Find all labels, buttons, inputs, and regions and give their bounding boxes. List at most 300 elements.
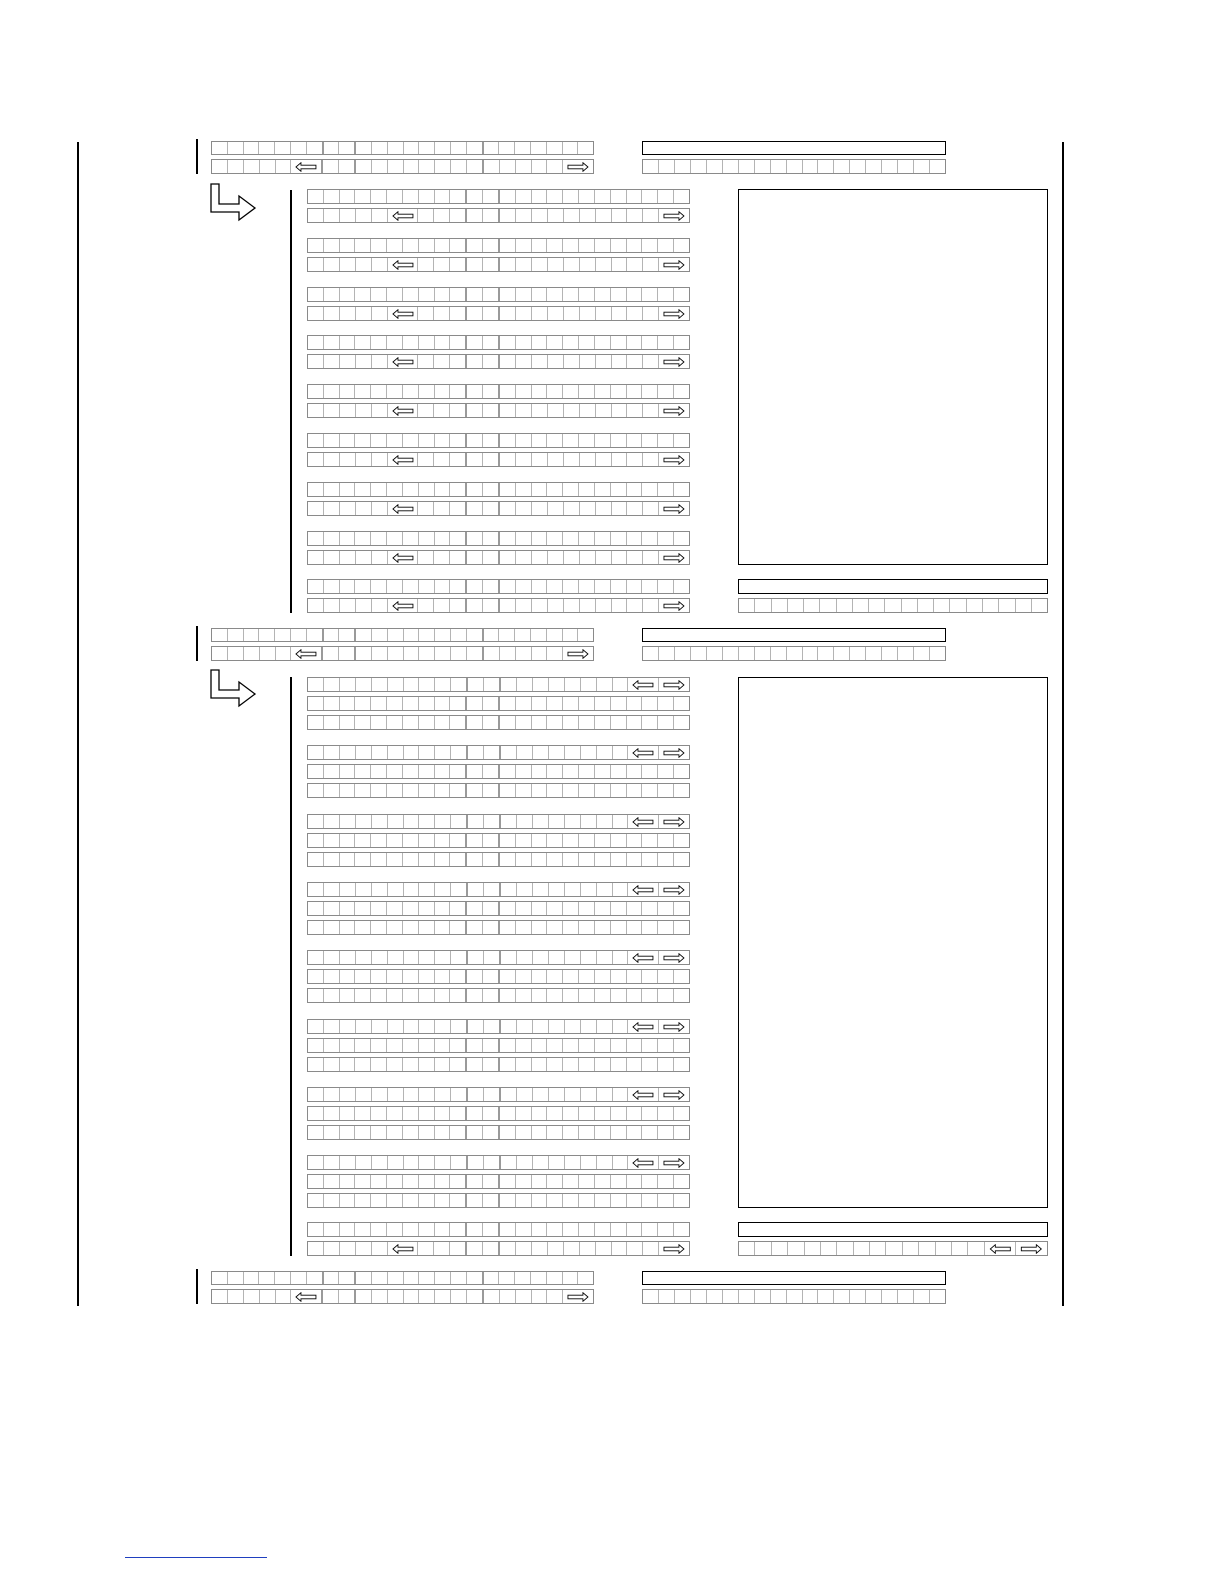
right-arrow-cell[interactable] [659,404,689,417]
digit-cell[interactable] [403,336,419,349]
digit-cell[interactable] [212,647,228,660]
digit-cell[interactable] [674,765,689,778]
digit-cell[interactable] [324,239,340,252]
digit-cell[interactable] [611,697,627,710]
digit-cell[interactable] [902,599,918,612]
digit-cell[interactable] [388,815,404,828]
digit-cell[interactable] [324,834,340,847]
digit-cell[interactable] [387,580,403,593]
digit-cell[interactable] [467,834,483,847]
digit-cell[interactable] [854,1242,870,1255]
digit-cell[interactable] [500,1058,516,1071]
digit-cell[interactable] [418,355,434,368]
digit-cell[interactable] [372,1290,388,1303]
digit-cell[interactable] [499,1272,515,1284]
digit-cell[interactable] [308,970,324,983]
digit-cell[interactable] [853,599,869,612]
digit-cell[interactable] [275,142,291,154]
digit-cell[interactable] [435,385,451,398]
digit-cell[interactable] [674,288,689,301]
digit-cell[interactable] [517,951,533,964]
digit-cell[interactable] [356,599,372,612]
digit-cell[interactable] [340,1223,356,1236]
digit-cell[interactable] [627,258,643,271]
digit-cell[interactable] [596,1242,612,1255]
digit-cell[interactable] [579,1175,595,1188]
digit-cell[interactable] [627,921,643,934]
digit-cell[interactable] [212,1272,228,1284]
digit-cell[interactable] [403,190,419,203]
digit-cell[interactable] [547,288,563,301]
digit-cell[interactable] [516,1194,532,1207]
digit-cell[interactable] [483,209,500,222]
digit-cell[interactable] [850,160,866,173]
digit-cell[interactable] [611,902,627,915]
digit-cell[interactable] [418,502,434,515]
digit-cell[interactable] [563,1126,579,1139]
digit-cell[interactable] [467,1242,483,1255]
digit-cell[interactable] [435,239,451,252]
digit-cell[interactable] [658,1039,674,1052]
digit-cell[interactable] [500,1194,516,1207]
digit-cell[interactable] [500,532,516,545]
digit-cell[interactable] [563,629,579,641]
digit-cell[interactable] [516,1223,532,1236]
digit-cell[interactable] [467,1175,483,1188]
digit-cell[interactable] [355,784,371,797]
digit-cell[interactable] [450,1107,467,1120]
digit-cell[interactable] [451,1272,467,1284]
digit-cell[interactable] [658,190,674,203]
digit-cell[interactable] [500,160,516,173]
digit-cell[interactable] [324,355,340,368]
digit-cell[interactable] [340,502,356,515]
digit-cell[interactable] [450,784,467,797]
digit-cell[interactable] [563,190,579,203]
digit-cell[interactable] [563,716,579,729]
digit-cell[interactable] [403,921,419,934]
digit-cell[interactable] [579,1039,595,1052]
right-arrow-cell[interactable] [659,746,689,759]
digit-cell[interactable] [627,697,643,710]
digit-cell[interactable] [517,1020,533,1033]
digit-cell[interactable] [627,385,643,398]
digit-cell[interactable] [451,629,467,641]
digit-cell[interactable] [387,697,403,710]
digit-cell[interactable] [658,1107,674,1120]
digit-cell[interactable] [371,288,387,301]
digit-cell[interactable] [419,1175,435,1188]
digit-cell[interactable] [404,629,420,641]
right-arrow-cell[interactable] [563,1290,593,1303]
digit-cell[interactable] [388,883,404,896]
digit-cell[interactable] [388,1088,404,1101]
digit-cell[interactable] [260,160,276,173]
digit-cell[interactable] [340,834,356,847]
digit-cell[interactable] [483,1194,500,1207]
digit-cell[interactable] [451,1156,468,1169]
digit-cell[interactable] [308,288,324,301]
digit-cell[interactable] [581,678,597,691]
digit-cell[interactable] [435,142,451,154]
section-1-row-top[interactable] [307,335,690,350]
digit-cell[interactable] [611,1194,627,1207]
digit-cell[interactable] [803,647,819,660]
digit-cell[interactable] [483,434,500,447]
digit-cell[interactable] [308,1156,324,1169]
digit-cell[interactable] [450,697,467,710]
digit-cell[interactable] [580,258,596,271]
digit-cell[interactable] [467,160,484,173]
digit-cell[interactable] [308,1126,324,1139]
digit-cell[interactable] [547,716,563,729]
digit-cell[interactable] [484,746,501,759]
digit-cell[interactable] [324,815,340,828]
digit-cell[interactable] [404,815,420,828]
digit-cell[interactable] [356,355,372,368]
digit-cell[interactable] [356,209,372,222]
digit-cell[interactable] [467,190,483,203]
digit-cell[interactable] [450,970,467,983]
right-arrow-cell[interactable] [659,599,689,612]
digit-cell[interactable] [451,1020,468,1033]
digit-cell[interactable] [418,307,434,320]
section-2-row-bottom[interactable] [307,988,690,1003]
digit-cell[interactable] [434,209,450,222]
digit-cell[interactable] [291,1272,307,1284]
digit-cell[interactable] [658,970,674,983]
digit-cell[interactable] [467,1058,483,1071]
digit-cell[interactable] [597,883,613,896]
digit-cell[interactable] [467,1272,484,1284]
digit-cell[interactable] [484,160,500,173]
digit-cell[interactable] [435,678,451,691]
digit-cell[interactable] [372,307,388,320]
digit-cell[interactable] [898,647,914,660]
digit-cell[interactable] [611,1175,627,1188]
digit-cell[interactable] [532,307,548,320]
digit-cell[interactable] [612,551,628,564]
digit-cell[interactable] [707,1290,723,1303]
right-arrow-cell[interactable] [659,883,689,896]
digit-cell[interactable] [418,209,434,222]
digit-cell[interactable] [563,483,579,496]
digit-cell[interactable] [324,404,340,417]
digit-cell[interactable] [549,815,565,828]
digit-cell[interactable] [642,532,658,545]
digit-cell[interactable] [548,551,564,564]
digit-cell[interactable] [563,1194,579,1207]
digit-cell[interactable] [501,1156,517,1169]
digit-cell[interactable] [532,1194,548,1207]
digit-cell[interactable] [532,647,548,660]
digit-cell[interactable] [612,599,628,612]
digit-cell[interactable] [516,765,532,778]
digit-cell[interactable] [547,629,563,641]
digit-cell[interactable] [595,970,611,983]
digit-cell[interactable] [597,815,613,828]
digit-cell[interactable] [642,921,658,934]
digit-cell[interactable] [516,551,532,564]
digit-cell[interactable] [579,1194,595,1207]
digit-cell[interactable] [658,1194,674,1207]
digit-cell[interactable] [578,1272,593,1284]
digit-cell[interactable] [434,307,450,320]
digit-cell[interactable] [516,647,532,660]
digit-cell[interactable] [627,239,643,252]
digit-cell[interactable] [755,1290,771,1303]
digit-cell[interactable] [356,678,372,691]
digit-cell[interactable] [324,190,340,203]
digit-cell[interactable] [952,1242,968,1255]
digit-cell[interactable] [324,599,340,612]
digit-cell[interactable] [658,288,674,301]
digit-cell[interactable] [564,551,580,564]
digit-cell[interactable] [435,1272,451,1284]
digit-cell[interactable] [355,239,371,252]
digit-cell[interactable] [308,1223,324,1236]
digit-cell[interactable] [532,258,548,271]
digit-cell[interactable] [532,1126,548,1139]
digit-cell[interactable] [563,970,579,983]
digit-cell[interactable] [435,951,451,964]
digit-cell[interactable] [356,1242,372,1255]
left-arrow-cell[interactable] [291,1290,323,1303]
digit-cell[interactable] [467,1126,483,1139]
digit-cell[interactable] [516,336,532,349]
digit-cell[interactable] [898,160,914,173]
digit-cell[interactable] [771,1290,787,1303]
digit-cell[interactable] [435,1175,451,1188]
digit-cell[interactable] [595,1223,611,1236]
digit-cell[interactable] [308,1194,324,1207]
digit-cell[interactable] [501,815,517,828]
digit-cell[interactable] [547,834,563,847]
left-arrow-cell[interactable] [388,551,419,564]
section-1-row-top[interactable] [307,189,690,204]
digit-cell[interactable] [674,921,689,934]
digit-cell[interactable] [500,483,516,496]
digit-cell[interactable] [212,160,228,173]
digit-cell[interactable] [435,532,451,545]
digit-cell[interactable] [803,160,819,173]
digit-cell[interactable] [355,1126,371,1139]
digit-cell[interactable] [403,1039,419,1052]
digit-cell[interactable] [595,1194,611,1207]
digit-cell[interactable] [642,336,658,349]
digit-cell[interactable] [450,502,467,515]
digit-cell[interactable] [611,336,627,349]
digit-cell[interactable] [403,1194,419,1207]
digit-cell[interactable] [547,989,563,1002]
digit-cell[interactable] [324,1020,340,1033]
digit-cell[interactable] [549,746,565,759]
digit-cell[interactable] [340,599,356,612]
digit-cell[interactable] [451,1088,468,1101]
digit-cell[interactable] [324,784,340,797]
digit-cell[interactable] [388,1156,404,1169]
digit-cell[interactable] [484,951,501,964]
digit-cell[interactable] [419,1156,435,1169]
digit-cell[interactable] [450,239,467,252]
digit-cell[interactable] [898,1290,914,1303]
digit-cell[interactable] [451,951,468,964]
digit-cell[interactable] [340,853,356,866]
digit-cell[interactable] [564,355,580,368]
digit-cell[interactable] [340,970,356,983]
digit-cell[interactable] [340,765,356,778]
digit-cell[interactable] [308,902,324,915]
digit-cell[interactable] [483,1039,500,1052]
section-2-row-middle[interactable] [307,1106,690,1121]
digit-cell[interactable] [403,385,419,398]
digit-cell[interactable] [532,434,548,447]
digit-cell[interactable] [339,1272,356,1284]
digit-cell[interactable] [276,160,292,173]
section-2-row-middle[interactable] [307,833,690,848]
digit-cell[interactable] [339,142,356,154]
digit-cell[interactable] [643,355,659,368]
digit-cell[interactable] [371,1175,387,1188]
digit-cell[interactable] [597,1088,613,1101]
digit-cell[interactable] [434,599,450,612]
digit-cell[interactable] [611,784,627,797]
digit-cell[interactable] [659,647,675,660]
digit-cell[interactable] [450,599,467,612]
digit-cell[interactable] [658,434,674,447]
digit-cell[interactable] [484,815,501,828]
digit-cell[interactable] [547,580,563,593]
digit-cell[interactable] [324,1175,340,1188]
digit-cell[interactable] [451,883,468,896]
digit-cell[interactable] [563,853,579,866]
digit-cell[interactable] [501,678,517,691]
header-bar[interactable] [642,628,946,642]
digit-cell[interactable] [419,1020,435,1033]
digit-cell[interactable] [483,580,500,593]
digit-cell[interactable] [532,1107,548,1120]
digit-cell[interactable] [674,1107,689,1120]
digit-cell[interactable] [388,142,404,154]
digit-cell[interactable] [866,1290,882,1303]
digit-cell[interactable] [483,1175,500,1188]
digit-cell[interactable] [419,784,435,797]
digit-cell[interactable] [483,853,500,866]
digit-cell[interactable] [308,951,324,964]
left-arrow-cell[interactable] [628,678,659,691]
digit-cell[interactable] [549,951,565,964]
digit-cell[interactable] [642,1194,658,1207]
digit-cell[interactable] [340,746,356,759]
digit-cell[interactable] [500,1242,516,1255]
digit-cell[interactable] [999,599,1015,612]
digit-cell[interactable] [371,853,387,866]
digit-cell[interactable] [500,1223,516,1236]
digit-cell[interactable] [467,902,483,915]
digit-cell[interactable] [596,599,612,612]
digit-cell[interactable] [642,1175,658,1188]
digit-cell[interactable] [307,629,324,641]
digit-cell[interactable] [483,1107,500,1120]
digit-cell[interactable] [483,404,500,417]
digit-cell[interactable] [500,697,516,710]
digit-cell[interactable] [404,746,420,759]
left-arrow-cell[interactable] [628,746,659,759]
digit-cell[interactable] [1016,599,1032,612]
digit-cell[interactable] [500,1126,516,1139]
digit-cell[interactable] [579,784,595,797]
header-bar[interactable] [642,141,946,155]
digit-cell[interactable] [674,970,689,983]
digit-cell[interactable] [739,160,755,173]
digit-cell[interactable] [404,1088,420,1101]
digit-cell[interactable] [484,629,500,641]
digit-cell[interactable] [434,404,450,417]
digit-cell[interactable] [533,746,549,759]
digit-cell[interactable] [418,599,434,612]
digit-cell[interactable] [371,1194,387,1207]
digit-cell[interactable] [581,1020,597,1033]
digit-cell[interactable] [579,902,595,915]
digit-cell[interactable] [579,288,595,301]
digit-cell[interactable] [324,765,340,778]
digit-cell[interactable] [595,834,611,847]
digit-cell[interactable] [434,355,450,368]
digit-cell[interactable] [228,160,244,173]
digit-cell[interactable] [403,1126,419,1139]
digit-cell[interactable] [324,629,340,641]
digit-cell[interactable] [532,336,548,349]
digit-cell[interactable] [468,1020,484,1033]
digit-cell[interactable] [870,1242,886,1255]
digit-cell[interactable] [372,502,388,515]
digit-cell[interactable] [324,1272,340,1284]
digit-cell[interactable] [547,1272,563,1284]
digit-cell[interactable] [612,307,628,320]
digit-cell[interactable] [516,190,532,203]
digit-cell[interactable] [642,1107,658,1120]
digit-cell[interactable] [419,834,435,847]
digit-cell[interactable] [564,599,580,612]
digit-cell[interactable] [356,404,372,417]
digit-cell[interactable] [450,1194,467,1207]
digit-cell[interactable] [340,258,356,271]
digit-cell[interactable] [674,336,689,349]
digit-cell[interactable] [467,434,483,447]
digit-cell[interactable] [467,258,483,271]
left-arrow-cell[interactable] [388,307,419,320]
digit-cell[interactable] [324,336,340,349]
digit-cell[interactable] [467,142,484,154]
digit-cell[interactable] [674,834,689,847]
digit-cell[interactable] [549,883,565,896]
digit-cell[interactable] [419,921,435,934]
digit-cell[interactable] [500,989,516,1002]
digit-cell[interactable] [533,1156,549,1169]
digit-cell[interactable] [419,288,435,301]
digit-cell[interactable] [818,647,834,660]
left-arrow-cell[interactable] [388,209,419,222]
digit-cell[interactable] [356,951,372,964]
digit-cell[interactable] [787,647,803,660]
digit-cell[interactable] [419,1223,435,1236]
digit-cell[interactable] [308,307,324,320]
digit-cell[interactable] [355,697,371,710]
digit-cell[interactable] [483,697,500,710]
digit-cell[interactable] [500,580,516,593]
digit-cell[interactable] [404,1290,420,1303]
digit-cell[interactable] [355,1058,371,1071]
